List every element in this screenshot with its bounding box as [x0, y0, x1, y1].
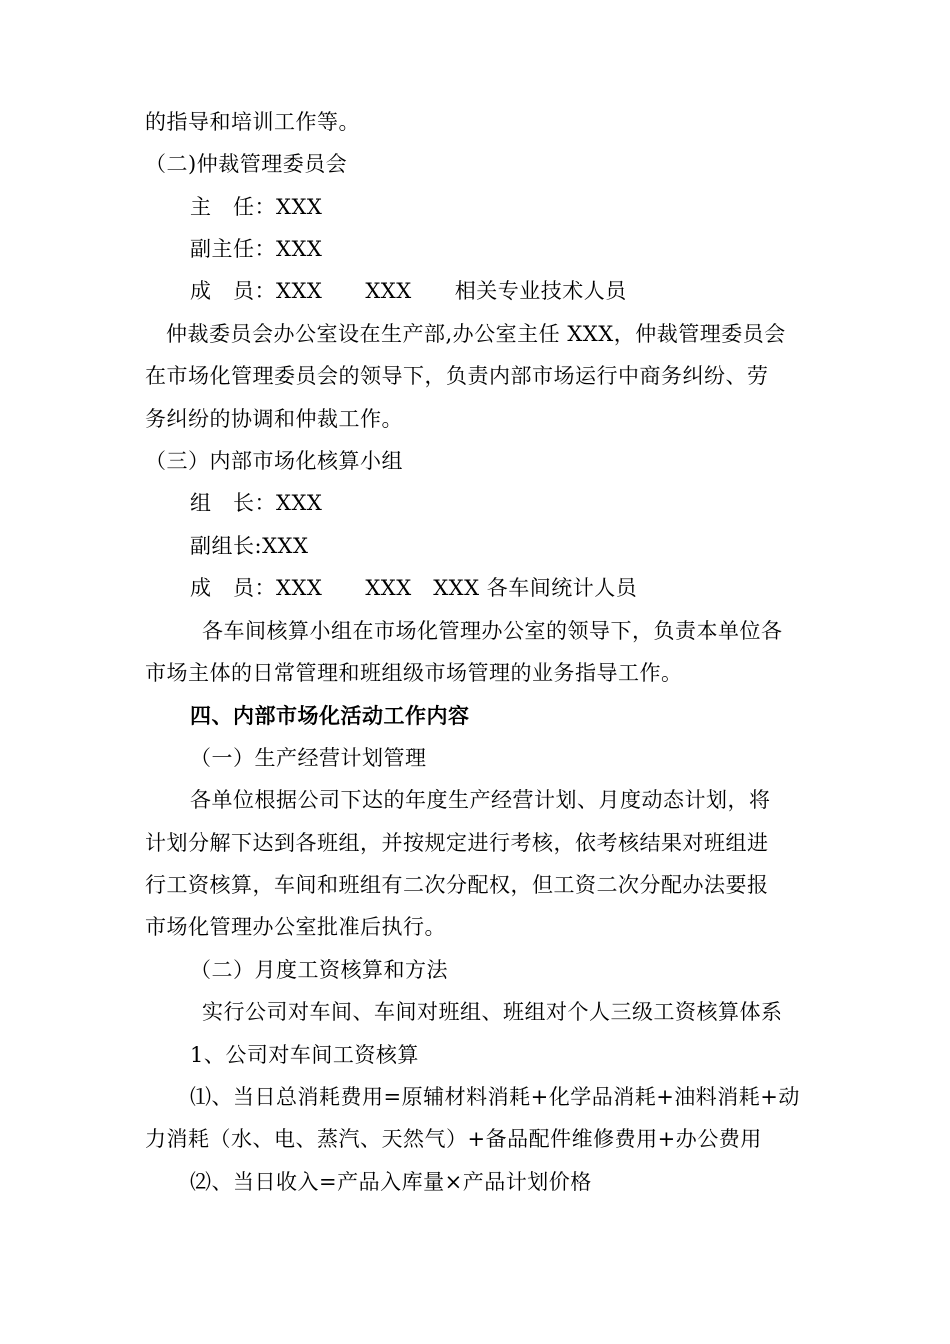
paragraph-line: 务纠纷的协调和仲裁工作。 — [145, 407, 403, 431]
member-line: 副主任：XXX — [190, 237, 323, 261]
formula-line: 力消耗（水、电、蒸汽、天然气）+备品配件维修费用+办公费用 — [145, 1127, 762, 1151]
member-line: 组 长：XXX — [190, 491, 323, 515]
paragraph-line: 实行公司对车间、车间对班组、班组对个人三级工资核算体系 — [202, 1000, 783, 1024]
paragraph-line: 市场化管理办公室批准后执行。 — [145, 915, 446, 939]
paragraph-line: 各车间核算小组在市场化管理办公室的领导下，负责本单位各 — [202, 619, 783, 643]
paragraph-line: 的指导和培训工作等。 — [145, 110, 360, 134]
chapter-heading: 四、内部市场化活动工作内容 — [190, 703, 470, 728]
member-line: 成 员：XXX XXX 相关专业技术人员 — [190, 279, 627, 303]
section-heading: （一）生产经营计划管理 — [190, 746, 427, 770]
section-heading: （二）月度工资核算和方法 — [190, 958, 448, 982]
paragraph-line: 各单位根据公司下达的年度生产经营计划、月度动态计划，将 — [190, 788, 771, 812]
paragraph-line: 在市场化管理委员会的领导下，负责内部市场运行中商务纠纷、劳 — [145, 364, 769, 388]
subsection-heading: 1、公司对车间工资核算 — [190, 1043, 419, 1067]
paragraph-line: 市场主体的日常管理和班组级市场管理的业务指导工作。 — [145, 661, 683, 685]
member-line: 副组长:XXX — [190, 534, 309, 558]
member-line: 主 任：XXX — [190, 195, 323, 219]
paragraph-line: 计划分解下达到各班组，并按规定进行考核，依考核结果对班组进 — [145, 831, 769, 855]
formula-line: ⑴、当日总消耗费用=原辅材料消耗+化学品消耗+油料消耗+动 — [190, 1085, 800, 1109]
formula-line: ⑵、当日收入=产品入库量×产品计划价格 — [190, 1170, 592, 1194]
paragraph-line: 仲裁委员会办公室设在生产部,办公室主任 XXX，仲裁管理委员会 — [166, 322, 786, 346]
section-heading: （二)仲裁管理委员会 — [145, 152, 348, 176]
member-line: 成 员：XXX XXX XXX 各车间统计人员 — [190, 576, 638, 600]
section-heading: （三）内部市场化核算小组 — [145, 449, 403, 473]
paragraph-line: 行工资核算，车间和班组有二次分配权，但工资二次分配办法要报 — [145, 873, 769, 897]
